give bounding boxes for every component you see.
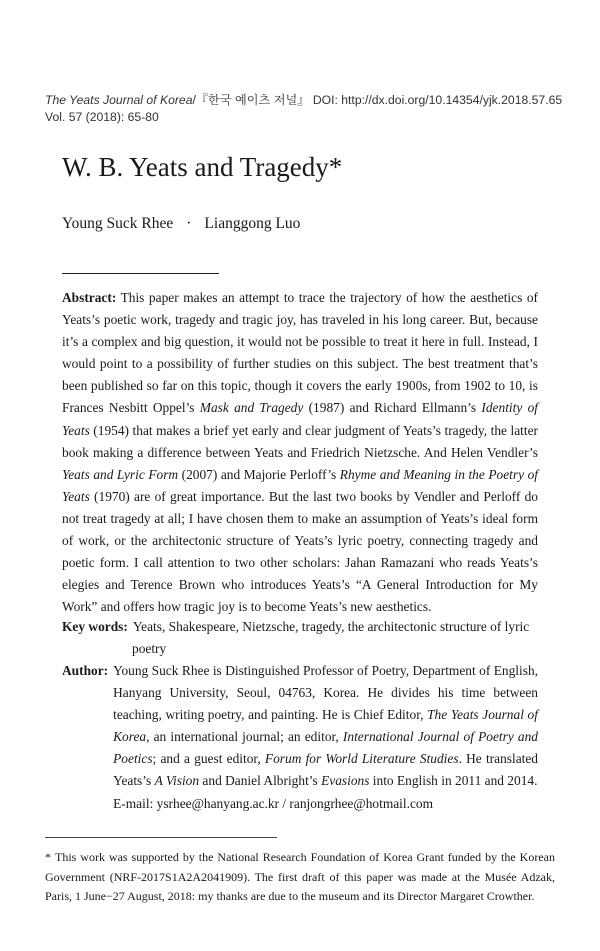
paper-title: W. B. Yeats and Tragedy* bbox=[62, 152, 343, 182]
abstract-text: (2007) and Majorie Perloff’s bbox=[178, 466, 340, 482]
author-bio-text: . He translated Yeats’s bbox=[113, 751, 538, 789]
author-email[interactable]: E-mail: ysrhee@hanyang.ac.kr / ranjongrhee@hotmail.com bbox=[113, 795, 434, 811]
journal-title: The Yeats Journal of Korea bbox=[113, 707, 538, 745]
author-bio-text: into English in 2011 and 2014. bbox=[369, 773, 538, 789]
book-title: Evasions bbox=[321, 773, 370, 789]
journal-korean-name: /『한국 예이츠 저널』 bbox=[192, 93, 310, 107]
book-title: A Vision bbox=[154, 773, 200, 789]
author-names bbox=[62, 213, 300, 235]
journal-title: International Journal of Poetry and Poetics bbox=[113, 729, 538, 767]
author-info bbox=[62, 660, 538, 815]
author-bio-text: Young Suck Rhee is Distinguished Professor of Poetry, Department of English, Hanyang University, Seoul, 04763, Korea. He divides his time between teaching, writing poetry, and painting. He is Chief Editor, bbox=[113, 663, 538, 723]
author-bio-text: ; and a guest editor, bbox=[152, 751, 265, 767]
keywords bbox=[62, 616, 538, 660]
author-bio-text: and Daniel Albright’s bbox=[199, 773, 322, 789]
book-title: Identity of Yeats bbox=[62, 400, 538, 438]
keywords-text-cont: poetry bbox=[132, 641, 167, 657]
footnote-text: This work was supported by the National Research Foundation of Korea Grant funded by the Korean Government (NRF-2017S1A2A2041909). The first draft of this paper was made at the Musée Adzak, Paris, 1 June−27 August, 2018: my thanks are due to the museum and its Director Margaret Crowther. bbox=[45, 850, 555, 904]
doi-link[interactable]: DOI: http://dx.doi.org/10.14354/yjk.2018.57.65 bbox=[309, 93, 563, 107]
journal-name: The Yeats Journal of Korea bbox=[45, 93, 193, 107]
abstract-text: (1954) that makes a brief yet early and clear judgment of Yeats’s tragedy, the latter book making a difference between Yeats and Friedrich Nietzsche. And Helen Vendler’s bbox=[62, 422, 538, 460]
footnote-rule bbox=[45, 837, 277, 838]
journal-title: Forum for World Literature Studies bbox=[264, 751, 459, 767]
footnote bbox=[45, 848, 555, 907]
abstract-label: Abstract: bbox=[62, 290, 117, 305]
journal-header bbox=[45, 92, 565, 126]
keywords-label: Key words: bbox=[62, 619, 128, 634]
footnote-marker: * bbox=[45, 850, 51, 864]
abstract bbox=[62, 287, 538, 618]
book-title: Rhyme and Meaning in the Poetry of Yeats bbox=[62, 466, 538, 504]
keywords-text: Yeats, Shakespeare, Nietzsche, tragedy, the architectonic structure of lyric bbox=[132, 619, 530, 634]
abstract-text: This paper makes an attempt to trace the trajectory of how the aesthetics of Yeats’s poetic work, tragedy and tragic joy, has traveled in his long career. But, because it’s a complex and big question, it would not be possible to treat it here in full. Instead, I would point to a possibility of further studies on this subject. The best treatment that’s been published so far on this topic, though it covers the early 1900s, from 1902 to 10, is Frances Nesbitt Oppel’s bbox=[62, 290, 538, 416]
book-title: Yeats and Lyric Form bbox=[62, 466, 179, 482]
book-title: Mask and Tragedy bbox=[199, 400, 304, 416]
divider-rule bbox=[62, 273, 219, 274]
volume-info: Vol. 57 (2018): 65-80 bbox=[45, 110, 159, 124]
author-label: Author: bbox=[62, 663, 109, 678]
abstract-text: (1970) are of great importance. But the last two books by Vendler and Perloff do not treat tragedy at all; I have chosen them to make an assumption of Yeats’s ideal form of work, or the architectonic structure of Yeats’s lyric poetry, connecting tragedy and poetic form. I call attention to two other scholars: Jahan Ramazani who reads Yeats’s elegies and Terence Brown who introduces Yeats’s “A General Introduction for My Work” and offers how tragic joy is to become Yeats’s new aesthetics. bbox=[62, 488, 538, 615]
author-separator: · bbox=[186, 215, 192, 232]
author-name: Young Suck Rhee bbox=[62, 215, 174, 232]
abstract-text: (1987) and Richard Ellmann’s bbox=[303, 400, 482, 416]
author-bio bbox=[113, 660, 538, 815]
journal-citation-line bbox=[45, 92, 565, 109]
author-name: Lianggong Luo bbox=[204, 215, 301, 232]
author-bio-text: , an international journal; an editor, bbox=[146, 729, 343, 745]
